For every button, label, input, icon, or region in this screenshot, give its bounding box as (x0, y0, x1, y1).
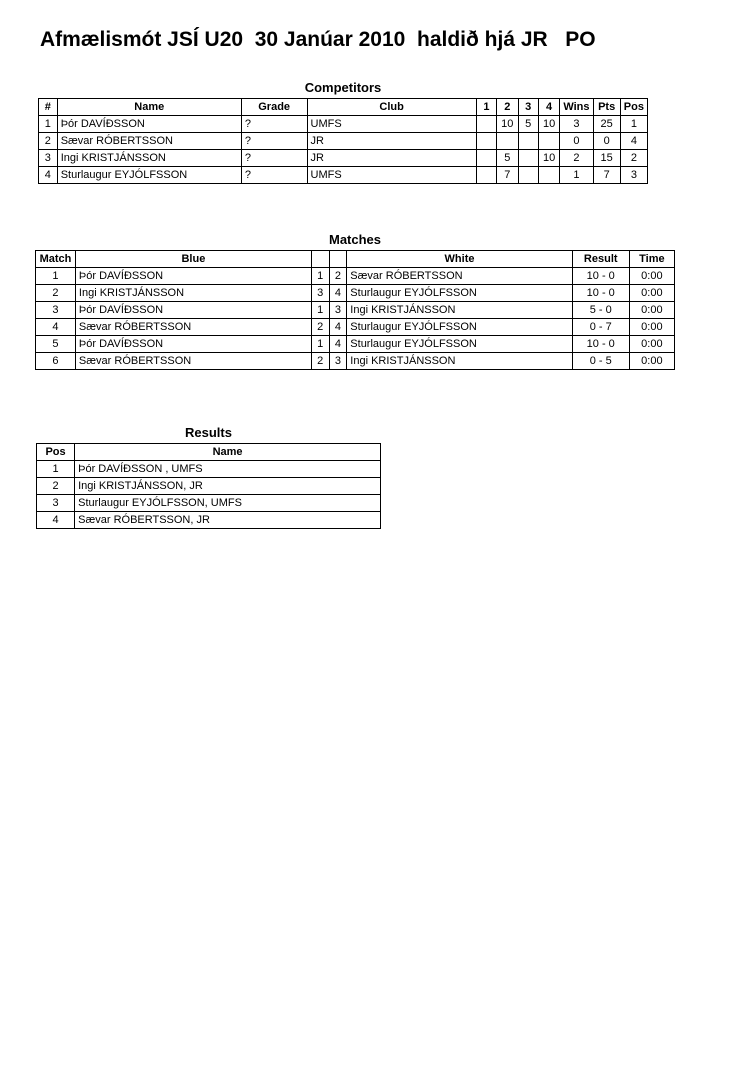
cell-round-2: 10 (497, 116, 518, 133)
cell-wins: 1 (560, 167, 593, 184)
cell-pos: 4 (37, 512, 75, 529)
cell-number: 4 (39, 167, 58, 184)
column-header-round-4: 4 (538, 99, 559, 116)
competitors-table (38, 98, 648, 184)
column-header-white: White (347, 251, 572, 268)
table-row (39, 150, 648, 167)
cell-blue-number: 3 (311, 285, 329, 302)
table-row (37, 512, 381, 529)
column-header-round-2: 2 (497, 99, 518, 116)
cell-blue: Sævar RÓBERTSSON (75, 319, 311, 336)
cell-white-number: 2 (329, 268, 347, 285)
cell-blue: Þór DAVÍÐSSON (75, 268, 311, 285)
competitors-section-title: Competitors (304, 80, 382, 95)
cell-white: Sturlaugur EYJÓLFSSON (347, 285, 572, 302)
cell-pos: 4 (620, 133, 647, 150)
cell-time: 0:00 (629, 319, 674, 336)
cell-round-3 (518, 167, 538, 184)
cell-pts: 25 (593, 116, 620, 133)
cell-wins: 3 (560, 116, 593, 133)
cell-pts: 0 (593, 133, 620, 150)
cell-match: 6 (36, 353, 76, 370)
column-header-number: # (39, 99, 58, 116)
cell-time: 0:00 (629, 353, 674, 370)
cell-number: 2 (39, 133, 58, 150)
cell-blue: Ingi KRISTJÁNSSON (75, 285, 311, 302)
cell-result: 10 - 0 (572, 268, 629, 285)
column-header-grade: Grade (241, 99, 307, 116)
cell-pos: 2 (620, 150, 647, 167)
cell-name: Ingi KRISTJÁNSSON, JR (75, 478, 381, 495)
cell-white-number: 4 (329, 285, 347, 302)
cell-pos: 2 (37, 478, 75, 495)
cell-blue-number: 1 (311, 302, 329, 319)
cell-name: Sævar RÓBERTSSON, JR (75, 512, 381, 529)
cell-pos: 3 (620, 167, 647, 184)
cell-white: Sævar RÓBERTSSON (347, 268, 572, 285)
column-header-club: Club (307, 99, 476, 116)
cell-round-2 (497, 133, 518, 150)
matches-table (35, 250, 675, 370)
cell-pts: 7 (593, 167, 620, 184)
cell-name: Þór DAVÍÐSSON (57, 116, 241, 133)
table-header-row (37, 444, 381, 461)
cell-white: Sturlaugur EYJÓLFSSON (347, 336, 572, 353)
cell-grade: ? (241, 116, 307, 133)
cell-result: 10 - 0 (572, 336, 629, 353)
cell-number: 3 (39, 150, 58, 167)
cell-white: Ingi KRISTJÁNSSON (347, 302, 572, 319)
cell-round-1 (476, 133, 496, 150)
page-title: Afmælismót JSÍ U20 30 Janúar 2010 haldið hjá JR PO (40, 28, 596, 51)
cell-white: Ingi KRISTJÁNSSON (347, 353, 572, 370)
cell-result: 0 - 7 (572, 319, 629, 336)
cell-round-1 (476, 167, 496, 184)
column-header-white-number (329, 251, 347, 268)
cell-name: Sævar RÓBERTSSON (57, 133, 241, 150)
matches-section (35, 232, 675, 370)
cell-white-number: 3 (329, 302, 347, 319)
cell-grade: ? (241, 133, 307, 150)
table-row (39, 133, 648, 150)
cell-match: 4 (36, 319, 76, 336)
results-section-title: Results (185, 425, 232, 440)
table-row (37, 495, 381, 512)
cell-result: 0 - 5 (572, 353, 629, 370)
cell-time: 0:00 (629, 268, 674, 285)
cell-blue: Þór DAVÍÐSSON (75, 336, 311, 353)
cell-club: UMFS (307, 167, 476, 184)
table-row (37, 461, 381, 478)
cell-match: 1 (36, 268, 76, 285)
cell-pos: 1 (37, 461, 75, 478)
table-row (36, 319, 675, 336)
cell-round-4: 10 (538, 116, 559, 133)
cell-club: JR (307, 150, 476, 167)
column-header-pos: Pos (620, 99, 647, 116)
cell-blue-number: 1 (311, 268, 329, 285)
column-header-time: Time (629, 251, 674, 268)
column-header-name: Name (57, 99, 241, 116)
cell-round-1 (476, 116, 496, 133)
cell-white-number: 4 (329, 319, 347, 336)
cell-number: 1 (39, 116, 58, 133)
cell-round-3 (518, 150, 538, 167)
cell-grade: ? (241, 150, 307, 167)
cell-round-4 (538, 167, 559, 184)
cell-round-3 (518, 133, 538, 150)
column-header-blue: Blue (75, 251, 311, 268)
cell-match: 3 (36, 302, 76, 319)
cell-wins: 2 (560, 150, 593, 167)
cell-time: 0:00 (629, 302, 674, 319)
table-header-row (39, 99, 648, 116)
table-row (36, 268, 675, 285)
cell-white: Sturlaugur EYJÓLFSSON (347, 319, 572, 336)
cell-time: 0:00 (629, 336, 674, 353)
column-header-round-1: 1 (476, 99, 496, 116)
cell-pos: 1 (620, 116, 647, 133)
cell-match: 5 (36, 336, 76, 353)
column-header-wins: Wins (560, 99, 593, 116)
cell-blue: Sævar RÓBERTSSON (75, 353, 311, 370)
table-row (36, 336, 675, 353)
results-section (36, 425, 381, 529)
cell-wins: 0 (560, 133, 593, 150)
cell-round-2: 5 (497, 150, 518, 167)
cell-blue-number: 2 (311, 319, 329, 336)
cell-round-2: 7 (497, 167, 518, 184)
cell-round-3: 5 (518, 116, 538, 133)
cell-blue-number: 1 (311, 336, 329, 353)
cell-name: Ingi KRISTJÁNSSON (57, 150, 241, 167)
cell-round-4 (538, 133, 559, 150)
column-header-blue-number (311, 251, 329, 268)
table-row (39, 167, 648, 184)
column-header-pos: Pos (37, 444, 75, 461)
cell-round-4: 10 (538, 150, 559, 167)
column-header-pts: Pts (593, 99, 620, 116)
cell-result: 10 - 0 (572, 285, 629, 302)
table-row (37, 478, 381, 495)
column-header-name: Name (75, 444, 381, 461)
matches-section-title: Matches (328, 232, 382, 247)
cell-club: UMFS (307, 116, 476, 133)
cell-name: Þór DAVÍÐSSON , UMFS (75, 461, 381, 478)
column-header-round-3: 3 (518, 99, 538, 116)
column-header-result: Result (572, 251, 629, 268)
cell-white-number: 3 (329, 353, 347, 370)
column-header-match: Match (36, 251, 76, 268)
table-header-row (36, 251, 675, 268)
cell-name: Sturlaugur EYJÓLFSSON (57, 167, 241, 184)
cell-pos: 3 (37, 495, 75, 512)
competitors-section (38, 80, 648, 184)
cell-white-number: 4 (329, 336, 347, 353)
cell-round-1 (476, 150, 496, 167)
cell-match: 2 (36, 285, 76, 302)
cell-result: 5 - 0 (572, 302, 629, 319)
cell-club: JR (307, 133, 476, 150)
cell-pts: 15 (593, 150, 620, 167)
table-row (36, 302, 675, 319)
table-row (36, 285, 675, 302)
cell-blue: Þór DAVÍÐSSON (75, 302, 311, 319)
table-row (36, 353, 675, 370)
table-row (39, 116, 648, 133)
cell-time: 0:00 (629, 285, 674, 302)
cell-name: Sturlaugur EYJÓLFSSON, UMFS (75, 495, 381, 512)
results-table (36, 443, 381, 529)
cell-grade: ? (241, 167, 307, 184)
cell-blue-number: 2 (311, 353, 329, 370)
